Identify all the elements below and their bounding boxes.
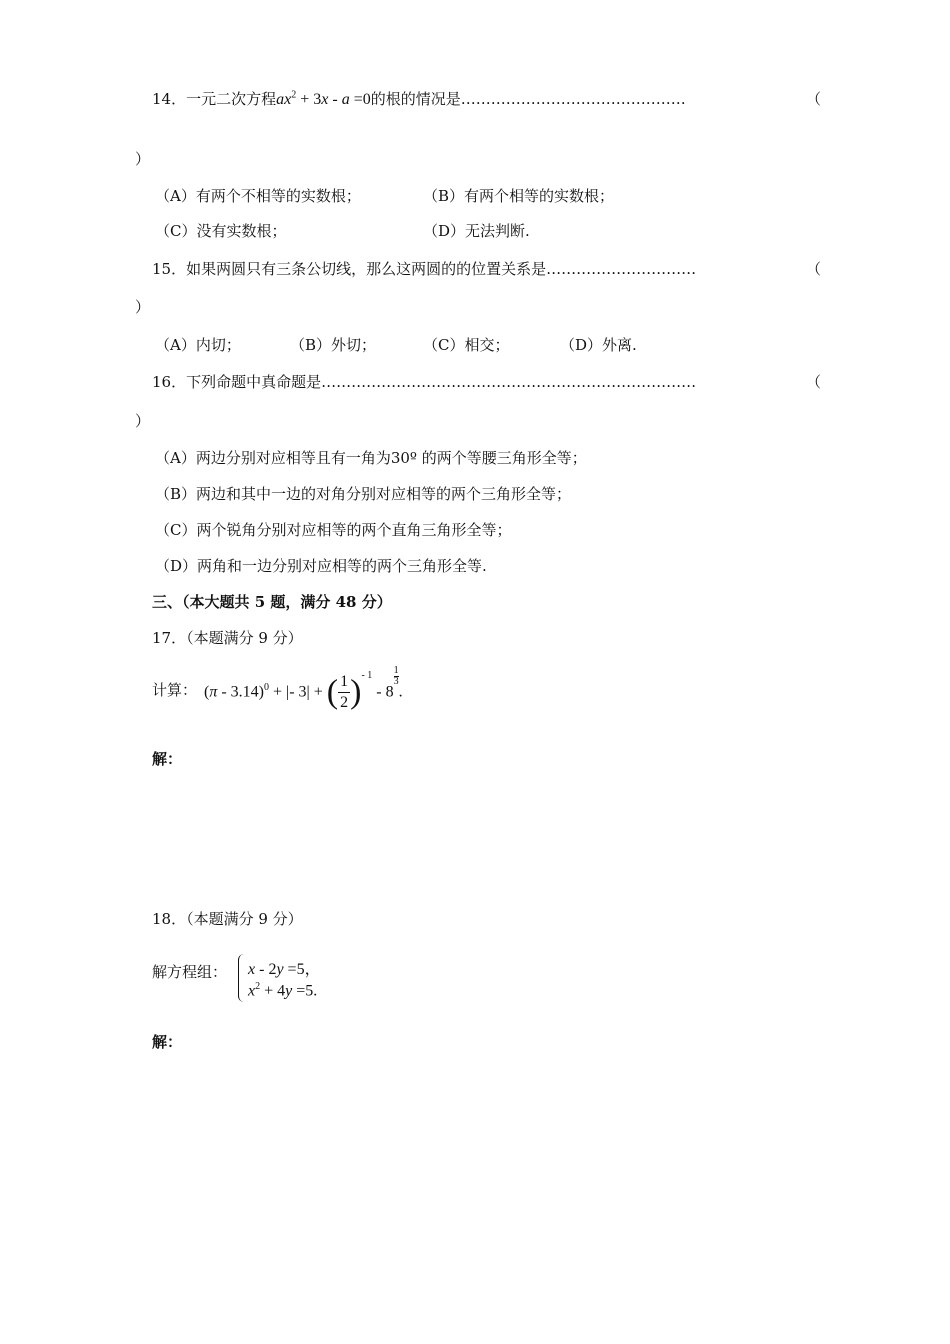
q14-text-after: 的根的情况是	[370, 90, 461, 108]
q14-number: 14．	[152, 90, 187, 108]
q17-prompt: 计算：	[152, 681, 198, 699]
q15-option-d: （D）外离.	[560, 336, 637, 354]
q15-open-paren: （	[806, 260, 822, 278]
section-3-heading: 三、（本大题共 5 题，满分 48 分）	[152, 593, 392, 611]
q14-close-paren: ）	[135, 150, 151, 168]
q16-open-paren: （	[806, 373, 822, 391]
q15-stem	[152, 258, 696, 279]
q16-option-c: （C）两个锐角分别对应相等的两个直角三角形全等；	[155, 521, 512, 539]
q18-prompt: 解方程组：	[152, 963, 228, 981]
q18-header: 18．（本题满分 9 分）	[152, 910, 303, 928]
q14-option-b: （B）有两个相等的实数根；	[423, 187, 615, 205]
q18-equation-1: x - 2y =5，	[248, 961, 321, 978]
q18-equation-2: $x^2 + 4y =5$.	[248, 981, 318, 1000]
q17-answer-label: 解：	[152, 750, 183, 768]
q18-answer-label: 解：	[152, 1033, 183, 1051]
q15-leader-dots: …………………………	[546, 260, 697, 278]
q16-option-a: （A）两边分别对应相等且有一角为30º 的两个等腰三角形全等；	[155, 449, 587, 467]
q14-stem	[152, 88, 686, 109]
q14-text-before: 一元二次方程	[186, 90, 277, 108]
q15-number: 15．	[152, 260, 187, 278]
q18-system-brace	[238, 954, 245, 1002]
q17-fraction: $\frac{1}{2}$	[340, 673, 349, 712]
q16-number: 16．	[152, 373, 187, 391]
q15-text: 如果两圆只有三条公切线，那么这两圆的的位置关系是	[186, 260, 547, 278]
q14-option-a: （A）有两个不相等的实数根；	[155, 187, 361, 205]
q16-leader-dots: …………………………………………………………………	[321, 373, 697, 391]
q16-close-paren: ）	[135, 412, 151, 430]
q15-option-c: （C）相交；	[423, 336, 510, 354]
q14-equation: $ax^2 + 3x - a =0$	[276, 89, 371, 108]
q14-option-c: （C）没有实数根；	[155, 222, 287, 240]
q15-option-a: （A）内切；	[155, 336, 241, 354]
q16-stem	[152, 371, 696, 392]
q14-open-paren: （	[806, 90, 822, 108]
q14-option-d: （D）无法判断.	[423, 222, 530, 240]
q16-text: 下列命题中真命题是	[186, 373, 322, 391]
q15-close-paren: ）	[135, 298, 151, 316]
q14-leader-dots: ………………………………………	[460, 90, 686, 108]
q17-header: 17．（本题满分 9 分）	[152, 629, 303, 647]
q16-option-b: （B）两边和其中一边的对角分别对应相等的两个三角形全等；	[155, 485, 572, 503]
q16-option-d: （D）两角和一边分别对应相等的两个三角形全等.	[155, 557, 487, 575]
q15-option-b: （B）外切；	[290, 336, 377, 354]
q17-expression: (π - 3.14)$^0$ + |- 3| + ( $\frac{1}{2}$ )$^{- 1}$ - 8 $^{\frac{1}{3}}$ .	[204, 665, 403, 712]
